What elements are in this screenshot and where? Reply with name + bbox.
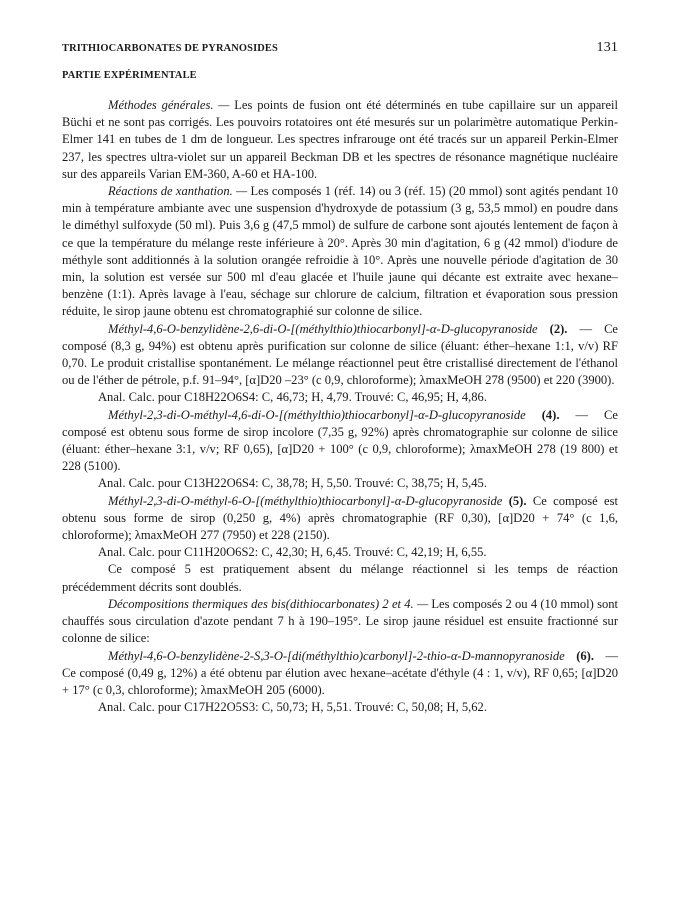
paragraph-lead: Réactions de xanthation. — [108,184,248,199]
paragraph-text: — Ce composé (0,49 g, 12%) a été obtenu par élution avec hexane–acétate d'éthyle (4 : 1, v/v), RF 0,65; [α]D20 + 17° (c 0,3, chloroforme); λmaxMeOH 205 (6000). [62,648,618,697]
document-page [62,40,618,716]
analysis-line: Anal. Calc. pour C17H22O5S3: C, 50,73; H, 5,51. Trouvé: C, 50,08; H, 5,62. [98,700,487,715]
compound-number: (6). [576,648,594,663]
analysis-line: Anal. Calc. pour C18H22O6S4: C, 46,73; H, 4,79. Trouvé: C, 46,95; H, 4,86. [98,390,487,405]
section-title: PARTIE EXPÉRIMENTALE [62,70,197,81]
compound-number: (4). [541,407,560,422]
running-header [62,40,618,56]
paragraph-text: Les composés 2 ou 4 (10 mmol) sont chauffés sous circulation d'azote pendant 7 h à 190–195°. Le sirop jaune résiduel est ensuite fractionné sur colonne de silice: [62,596,619,646]
paragraph-lead: Décompositions thermiques des bis(dithiocarbonates) 2 et 4. — [108,596,429,611]
paragraph-text: — Ce composé est obtenu sous forme de sirop incolore (7,35 g, 92%) après chromatographie sur colonne de silice (éluant: éther–hexane 3:1, v/v; RF 0,65), [α]D20 + 100° (c 0,9, chloroforme); λmaxMeOH 278 (19 800) et 228 (5100). [62,407,618,474]
paragraph-methodes [62,97,618,183]
compound-name: Méthyl-2,3-di-O-méthyl-4,6-di-O-[(méthylthio)thiocarbonyl]-α-D-glucopyranoside [108,407,526,422]
paragraph-compound-5 [62,493,618,545]
paragraph-decompositions [62,596,618,648]
paragraph-text: — Ce composé (8,3 g, 94%) est obtenu après purification sur colonne de silice (éluant: éther–hexane 1:1, v/v) RF 0,70. Le produit cristallise spontanément. Le mélange réactionnel peut être cristallisé directement de l'éthanol ou de l'éther de pétrole, p.f. 91–94°, [α]D20 –23° (c 0,9, chloroforme); λmaxMeOH 278 (9500) et 220 (3900). [62,321,619,388]
paragraph-compound-6 [62,648,618,700]
paragraph-text: Les composés 1 (réf. 14) ou 3 (réf. 15) (20 mmol) sont agités pendant 10 min à température ambiante avec une suspension d'hydroxyde de potassium (3 g, 53,5 mmol) en poudre dans le diméthyl sulfoxyde (50 ml). Puis 3,6 g (47,5 mmol) de sulfure de carbone sont ajoutés lentement de façon à ce que la température du mélange reste inférieure à 20°. Après 30 min d'agitation, 6 g (42 mmol) d'iodure de méthyle sont additionnés à la solution orangée refroidie à 10°. Après une nouvelle période d'agitation de 30 min, la solution est versée sur 500 ml d'eau glacée et l'huile jaune qui décante est extraite avec hexane–benzène (1:1). Après lavage à l'eau, séchage sur chlorure de calcium, filtration et évaporation sous pression réduite, le sirop jaune obtenu est chromatographié sur colonne de silice. [62,184,618,319]
paragraph-text: Ce composé est obtenu sous forme de sirop (0,250 g, 4%) après chromatographie (RF 0,30), [α]D20 + 74° (c 1,6, chloroforme); λmaxMeOH 277 (7950) et 228 (2150). [62,493,618,543]
paragraph-compound-2 [62,321,618,390]
running-title: TRITHIOCARBONATES DE PYRANOSIDES [62,43,278,54]
paragraph-note-5: Ce composé 5 est pratiquement absent du mélange réactionnel si les temps de réaction précédemment décrits sont doublés. [62,562,618,594]
paragraph-text: Les points de fusion ont été déterminés en tube capillaire sur un appareil Büchi et ne sont pas corrigés. Les pouvoirs rotatoires ont été mesurés sur un polarimètre automatique Perkin-Elmer 141 en tubes de 1 dm de longueur. Les spectres infrarouge ont été tracés sur un appareil Perkin-Elmer 237, les spectres ultra-violet sur un appareil Beckman DB et les spectres de résonance magnétique nucléaire sur des appareils Varian EM-360, A-60 et HA-100. [62,98,619,181]
paragraph-xanthation [62,183,618,321]
compound-number: (2). [549,321,568,336]
body-text [62,97,618,716]
analysis-line: Anal. Calc. pour C11H20O6S2: C, 42,30; H, 6,45. Trouvé: C, 42,19; H, 6,55. [98,545,487,560]
paragraph-compound-4 [62,407,618,476]
compound-name: Méthyl-4,6-O-benzylidène-2-S,3-O-[di(méthylthio)carbonyl]-2-thio-α-D-mannopyranoside [108,648,565,663]
analysis-line: Anal. Calc. pour C13H22O6S4: C, 38,78; H, 5,50. Trouvé: C, 38,75; H, 5,45. [98,476,487,491]
paragraph-lead: Méthodes générales. — [108,98,230,112]
compound-name: Méthyl-2,3-di-O-méthyl-6-O-[(méthylthio)thiocarbonyl]-α-D-glucopyranoside [108,493,503,508]
page-number: 131 [596,40,618,55]
compound-name: Méthyl-4,6-O-benzylidène-2,6-di-O-[(méthylthio)thiocarbonyl]-α-D-glucopyranoside [108,321,538,336]
compound-number: (5). [508,493,527,508]
